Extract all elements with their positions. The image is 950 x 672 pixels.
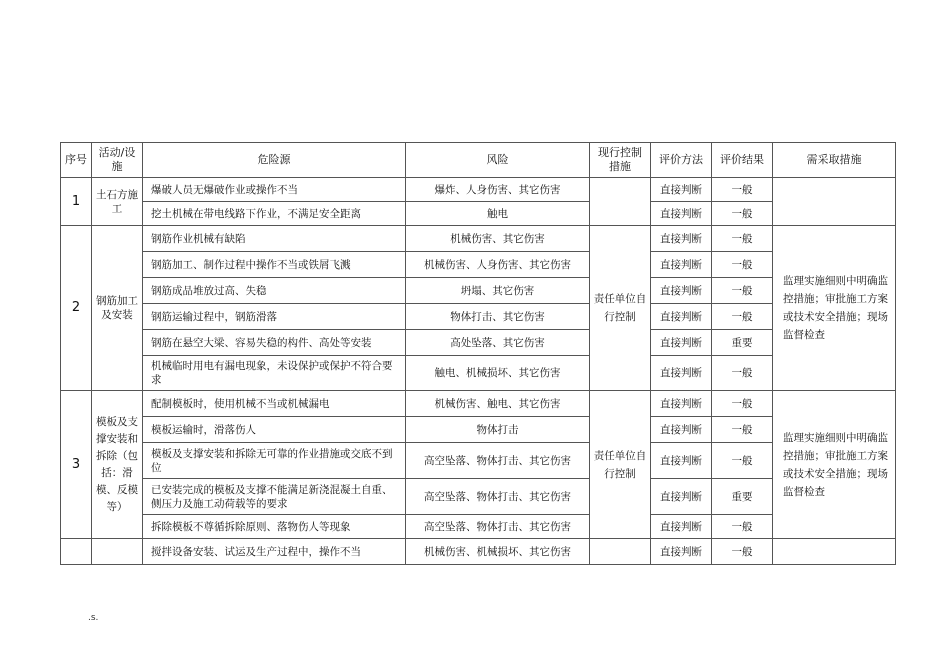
method-cell: 直接判断 [651, 515, 712, 539]
method-cell: 直接判断 [651, 178, 712, 202]
risk-cell: 机械伤害、人身伤害、其它伤害 [406, 252, 590, 278]
activity-cell: 土石方施工 [92, 178, 143, 226]
risk-cell: 高空坠落、物体打击、其它伤害 [406, 443, 590, 479]
risk-cell: 物体打击、其它伤害 [406, 304, 590, 330]
measures-cell: 监理实施细则中明确监控措施；审批施工方案或技术安全措施；现场监督检查 [773, 226, 896, 391]
table-row [61, 330, 896, 356]
table-row [61, 479, 896, 515]
header-seq: 序号 [61, 143, 92, 178]
table-row [61, 356, 896, 391]
page-footer-mark: .s. [88, 613, 99, 623]
table-header-row [61, 143, 896, 178]
seq-cell: 2 [61, 226, 92, 391]
control-cell: 责任单位自行控制 [590, 391, 651, 539]
result-cell: 一般 [712, 226, 773, 252]
result-cell: 一般 [712, 515, 773, 539]
header-result: 评价结果 [712, 143, 773, 178]
table-row [61, 252, 896, 278]
risk-cell: 机械伤害、其它伤害 [406, 226, 590, 252]
table-row [61, 202, 896, 226]
risk-cell: 高空坠落、物体打击、其它伤害 [406, 515, 590, 539]
method-cell: 直接判断 [651, 539, 712, 565]
result-cell: 一般 [712, 539, 773, 565]
activity-cell: 模板及支撑安装和拆除（包括：滑模、反模等） [92, 391, 143, 539]
hazard-cell: 爆破人员无爆破作业或操作不当 [143, 178, 406, 202]
hazard-cell: 钢筋运输过程中，钢筋滑落 [143, 304, 406, 330]
result-cell: 重要 [712, 330, 773, 356]
table-row [61, 391, 896, 417]
risk-cell: 机械伤害、触电、其它伤害 [406, 391, 590, 417]
result-cell: 一般 [712, 391, 773, 417]
hazard-cell: 拆除模板不尊循拆除原则、落物伤人等现象 [143, 515, 406, 539]
method-cell: 直接判断 [651, 330, 712, 356]
measures-cell [773, 539, 896, 565]
hazard-cell: 配制模板时，使用机械不当或机械漏电 [143, 391, 406, 417]
method-cell: 直接判断 [651, 304, 712, 330]
seq-cell: 3 [61, 391, 92, 539]
header-measures: 需采取措施 [773, 143, 896, 178]
method-cell: 直接判断 [651, 252, 712, 278]
header-activity: 活动/设施 [92, 143, 143, 178]
method-cell: 直接判断 [651, 391, 712, 417]
result-cell: 一般 [712, 356, 773, 391]
method-cell: 直接判断 [651, 356, 712, 391]
seq-cell: 1 [61, 178, 92, 226]
hazard-cell: 钢筋在悬空大梁、容易失稳的构件、高处等安装 [143, 330, 406, 356]
hazard-cell: 模板及支撑安装和拆除无可靠的作业措施或交底不到位 [143, 443, 406, 479]
result-cell: 一般 [712, 304, 773, 330]
header-risk: 风险 [406, 143, 590, 178]
header-hazard: 危险源 [143, 143, 406, 178]
table-row [61, 417, 896, 443]
table-row [61, 226, 896, 252]
risk-cell: 坍塌、其它伤害 [406, 278, 590, 304]
result-cell: 一般 [712, 252, 773, 278]
hazard-cell: 模板运输时，滑落伤人 [143, 417, 406, 443]
result-cell: 一般 [712, 278, 773, 304]
activity-cell: 钢筋加工及安装 [92, 226, 143, 391]
hazard-cell: 钢筋加工、制作过程中操作不当或铁屑飞溅 [143, 252, 406, 278]
table-row [61, 278, 896, 304]
result-cell: 一般 [712, 443, 773, 479]
table-row [61, 515, 896, 539]
risk-assessment-table [60, 142, 896, 565]
method-cell: 直接判断 [651, 278, 712, 304]
method-cell: 直接判断 [651, 443, 712, 479]
method-cell: 直接判断 [651, 417, 712, 443]
control-cell: 责任单位自行控制 [590, 226, 651, 391]
header-method: 评价方法 [651, 143, 712, 178]
method-cell: 直接判断 [651, 226, 712, 252]
result-cell: 一般 [712, 417, 773, 443]
table-row [61, 539, 896, 565]
control-cell [590, 178, 651, 226]
hazard-cell: 挖土机械在带电线路下作业，不满足安全距离 [143, 202, 406, 226]
risk-cell: 触电、机械损坏、其它伤害 [406, 356, 590, 391]
header-control: 现行控制措施 [590, 143, 651, 178]
table-row [61, 178, 896, 202]
hazard-cell: 搅拌设备安装、试运及生产过程中，操作不当 [143, 539, 406, 565]
hazard-cell: 已安装完成的模板及支撑不能满足新浇混凝土自重、侧压力及施工动荷载等的要求 [143, 479, 406, 515]
activity-cell [92, 539, 143, 565]
seq-cell [61, 539, 92, 565]
method-cell: 直接判断 [651, 479, 712, 515]
risk-cell: 爆炸、人身伤害、其它伤害 [406, 178, 590, 202]
risk-cell: 物体打击 [406, 417, 590, 443]
table-row [61, 443, 896, 479]
measures-cell [773, 178, 896, 226]
result-cell: 重要 [712, 479, 773, 515]
method-cell: 直接判断 [651, 202, 712, 226]
hazard-cell: 钢筋作业机械有缺陷 [143, 226, 406, 252]
hazard-cell: 机械临时用电有漏电现象，未设保护或保护不符合要求 [143, 356, 406, 391]
risk-cell: 机械伤害、机械损坏、其它伤害 [406, 539, 590, 565]
result-cell: 一般 [712, 202, 773, 226]
result-cell: 一般 [712, 178, 773, 202]
risk-cell: 触电 [406, 202, 590, 226]
hazard-cell: 钢筋成品堆放过高、失稳 [143, 278, 406, 304]
risk-cell: 高空坠落、物体打击、其它伤害 [406, 479, 590, 515]
measures-cell: 监理实施细则中明确监控措施；审批施工方案或技术安全措施；现场监督检查 [773, 391, 896, 539]
control-cell [590, 539, 651, 565]
table-row [61, 304, 896, 330]
risk-cell: 高处坠落、其它伤害 [406, 330, 590, 356]
